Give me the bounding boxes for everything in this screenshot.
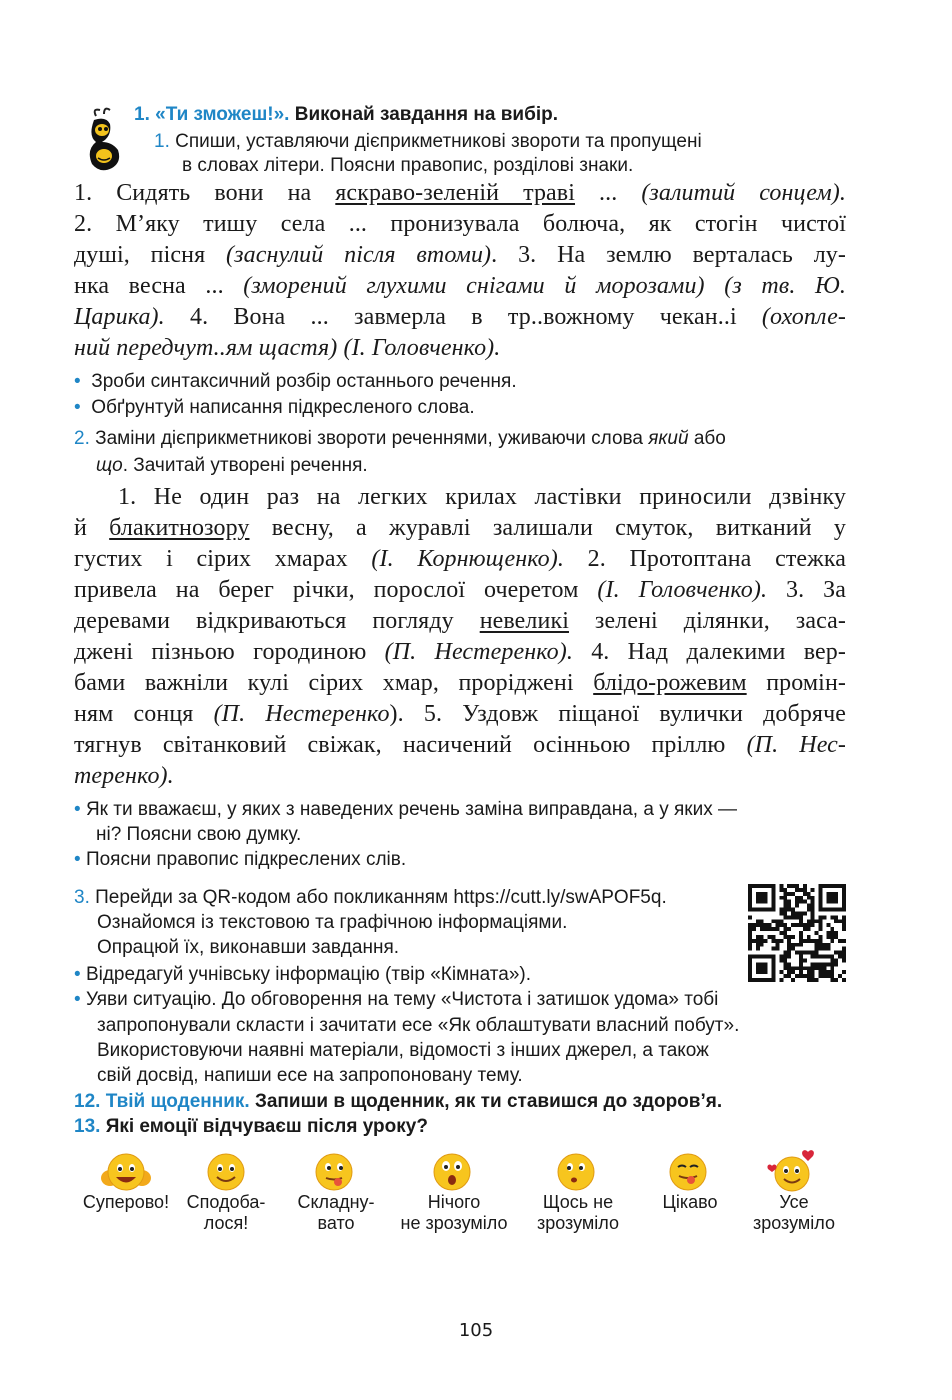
emotion-label-super: Суперово! [82, 1192, 170, 1212]
ex2-line4: привела на берег річки, порослої очеретом (І. Головченко). 3. За [74, 577, 846, 603]
ex2-line1: 1. Не один раз на легких крилах ластівки приносили дзвінку [118, 484, 846, 510]
subtask1-line1 [154, 131, 702, 153]
ex2-line6: джені пізньою городиною (П. Нестеренко). 4. Над далекими вер- [74, 639, 847, 665]
ex2-line5: деревами відкриваються погляду невеликі зелені ділянки, заса- [74, 608, 846, 634]
emotion-label-nothing-clear: Нічого не зрозуміло [400, 1192, 508, 1233]
heart-smiley-icon [764, 1148, 820, 1196]
subtask2-number: 2. [74, 428, 90, 449]
underlined-word: блідо-рожевим [593, 670, 747, 696]
subtask3-line1: 3. Перейди за QR-кодом або покликанням https://cutt.ly/swAPOF5q. [74, 887, 667, 908]
ex2-line8: ням сонця (П. Нестеренко). 5. Уздовж піщаної вулички добряче [74, 701, 846, 727]
emotion-label-all-clear: Усе зрозуміло [752, 1192, 835, 1233]
subtask1-text1: Спиши, уставляючи дієприкметникові звороти та пропущені [169, 131, 702, 152]
ex2-line9: тягнув світанковий свіжак, насичений осінньою пріллю (П. Нес- [74, 732, 846, 758]
task13: 13. Які емоції відчуваєш після уроку? [74, 1116, 428, 1137]
task1-heading [134, 104, 558, 126]
bullet-item: • Поясни правопис підкреслених слів. [74, 849, 407, 870]
emotion-label-liked: Сподоба- лося! [186, 1192, 266, 1233]
underlined-word: блакитнозору [109, 515, 250, 541]
task13-number: 13. [74, 1116, 101, 1137]
tongue-out-icon [306, 1148, 362, 1196]
tongue-wink-icon [660, 1148, 716, 1196]
bullet-continuation: ні? Поясни свою думку. [96, 824, 302, 845]
ex1-line6: ний передчут..ям щастя) (І. Головченко). [74, 335, 501, 361]
subtask2-line1: 2. Заміни дієприкметникові звороти реченнями, уживаючи слова який або [74, 428, 726, 449]
task1-number: 1. «Ти зможеш!». [134, 104, 290, 125]
ex1-line4: нка весна ... (зморений глухими снігами й морозами) (з тв. Ю. [74, 273, 846, 299]
bullet-item: • Відредагуй учнівську інформацію (твір «Кімната»). [74, 964, 532, 985]
emotion-label-hard: Складну- вато [297, 1192, 375, 1233]
bullet-item: • Обґрунтуй написання підкресленого слова. [74, 397, 475, 418]
qr-code-icon[interactable] [748, 884, 846, 982]
ex2-line10: теренко). [74, 763, 174, 789]
ex2-line7: бами важніли кулі сірих хмар, проріджені блідо-рожевим промін- [74, 670, 846, 696]
ex1-line3: душі, пісня (заснулий після втоми). 3. На землю верталась лу- [74, 242, 847, 268]
ex1-line2: 2. М’яку тишу села ... пронизувала болюча, як стогін чистої [74, 211, 846, 237]
task1-heading-text: Виконай завдання на вибір. [289, 104, 558, 125]
mascot-icon [82, 106, 132, 174]
ex1-line1: 1. Сидять вони на яскраво-зеленій траві ... (залитий сонцем). [74, 180, 847, 206]
ex2-line3: густих і сірих хмарах (І. Корнющенко). 2. Протоптана стежка [74, 546, 847, 572]
thumbs-up-smiley-icon [98, 1148, 154, 1196]
emotion-label-interesting: Цікаво [662, 1192, 718, 1212]
ex2-line2: й блакитнозору весну, а журавлі залишали смуток, витканий у [74, 515, 847, 541]
confused-face-icon [548, 1148, 604, 1196]
subtask3-line2: Ознайомся із текстовою та графічною інформаціями. [97, 912, 568, 933]
shocked-face-icon [424, 1148, 480, 1196]
bullet-item: • Уяви ситуацію. До обговорення на тему «Чистота і затишок удома» тобі [74, 989, 719, 1010]
subtask2-line2: що. Зачитай утворені речення. [96, 455, 368, 476]
bullet-item: • Як ти вважаєш, у яких з наведених речень заміна виправдана, а у яких — [74, 799, 737, 820]
ex1-line5: Царика). 4. Вона ... завмерла в тр..вожному чекан..і (охопле- [74, 304, 846, 330]
smile-icon [198, 1148, 254, 1196]
bullet-continuation: запропонували скласти і зачитати есе «Як облаштувати власний побут». [97, 1015, 740, 1036]
underlined-word: невеликі [479, 608, 569, 634]
emotion-label-something-unclear: Щось не зрозуміло [536, 1192, 619, 1233]
bullet-continuation: свій досвід, напиши есе на запропоновану тему. [97, 1065, 523, 1086]
subtask3-number: 3. [74, 887, 90, 908]
subtask1-number: 1. [154, 131, 170, 152]
underlined-word: яскраво-зеленій траві [335, 180, 576, 206]
bullet-continuation: Використовуючи наявні матеріали, відомості з інших джерел, а також [97, 1040, 709, 1061]
subtask3-line3: Опрацюй їх, виконавши завдання. [97, 937, 400, 958]
subtask1-line2: в словах літери. Поясни правопис, розділові знаки. [182, 155, 634, 176]
page-number: 105 [458, 1320, 494, 1341]
task12-number: 12. Твій щоденник. [74, 1091, 250, 1112]
bullet-item: • Зроби синтаксичний розбір останнього речення. [74, 371, 517, 392]
task12: 12. Твій щоденник. Запиши в щоденник, як ти ставишся до здоров’я. [74, 1091, 723, 1112]
